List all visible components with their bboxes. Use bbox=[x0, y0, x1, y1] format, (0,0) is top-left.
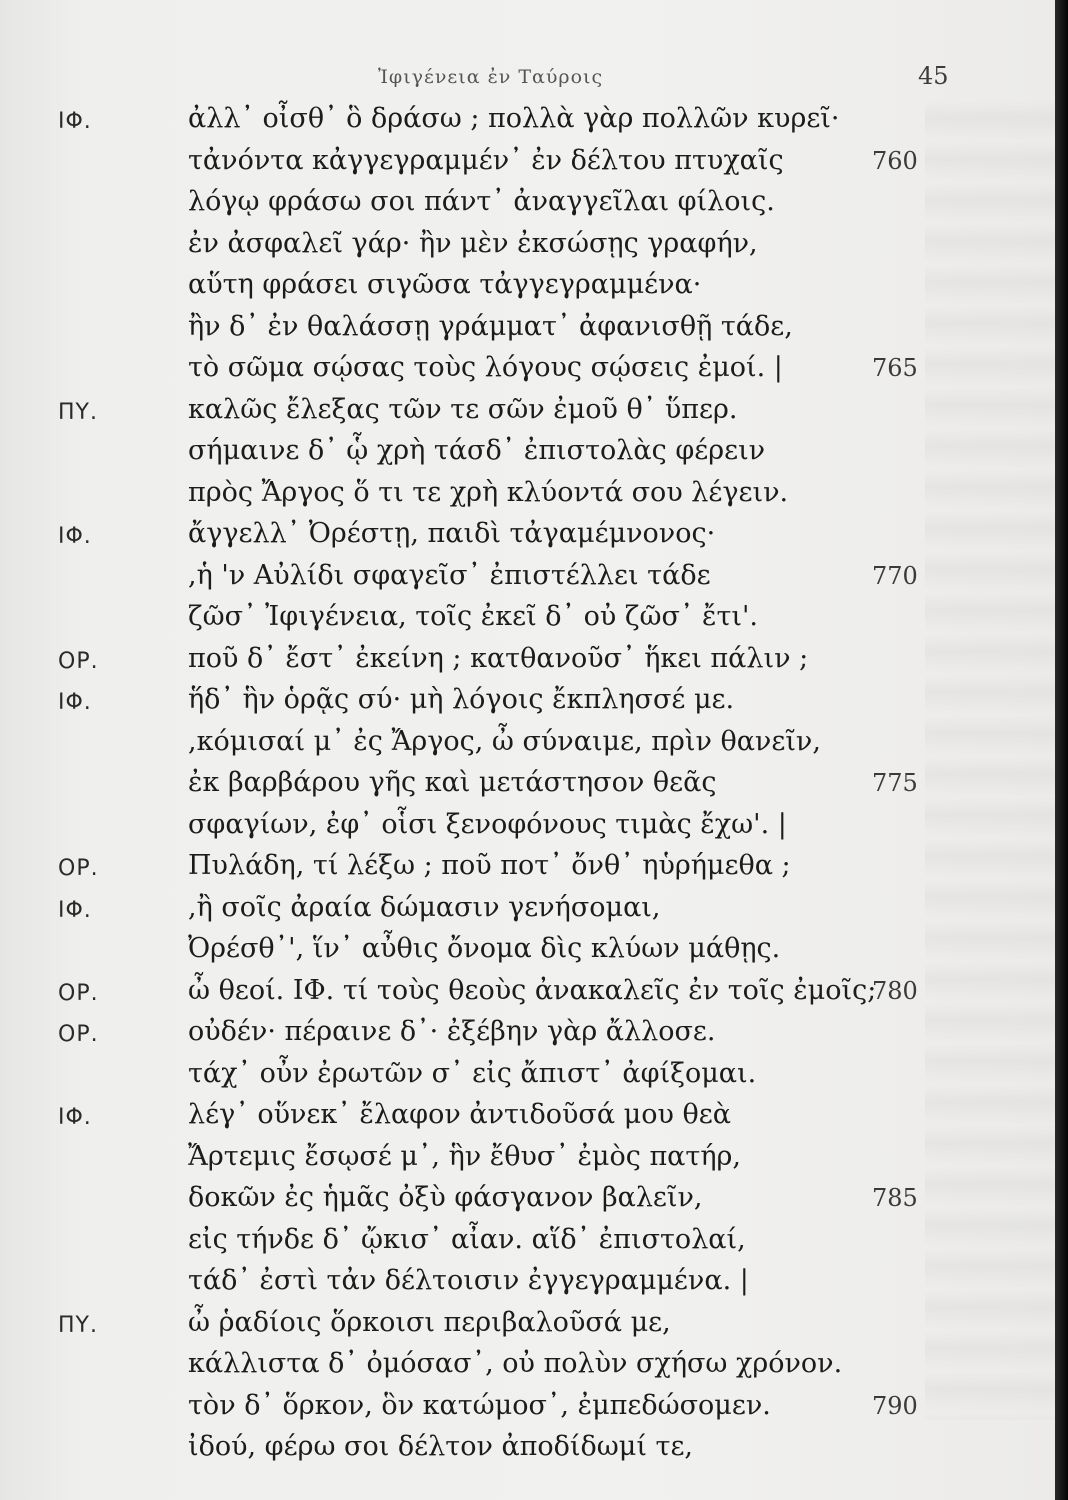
verse-text: Ὀρέσθ᾽', ἵν᾽ αὖθις ὄνομα δὶς κλύων μάθῃς. bbox=[188, 933, 781, 964]
verse-text: Πυλάδη, τί λέξω ; ποῦ ποτ᾽ ὄνθ᾽ ηὑρήμεθα ; bbox=[188, 850, 791, 881]
verse-text: σήμαινε δ᾽ ᾧ χρὴ τάσδ᾽ ἐπιστολὰς φέρειν bbox=[188, 435, 766, 466]
verse-text: ἥδ᾽ ἣν ὁρᾷς σύ· μὴ λόγοις ἔκπλησσέ με. bbox=[188, 684, 735, 715]
verse-line bbox=[0, 435, 1055, 477]
verse-text: εἰς τήνδε δ᾽ ᾤκισ᾽ αἶαν. αἵδ᾽ ἐπιστολαί, bbox=[188, 1223, 746, 1255]
verse-line bbox=[0, 1182, 1055, 1224]
speaker-label: ΟΡ. bbox=[58, 856, 99, 881]
running-title: Ἰφιγένεια ἐν Ταύροις bbox=[378, 66, 604, 88]
verse-text: ἐκ βαρβάρου γῆς καὶ μετάστησον θεᾶς bbox=[188, 767, 717, 798]
speaker-label: ΠΥ. bbox=[58, 399, 98, 425]
verse-text: τάδ᾽ ἐστὶ τἀν δέλτοισιν ἐγγεγραμμένα. | bbox=[188, 1265, 749, 1296]
verse-text: Ἄρτεμις ἔσῳσέ μ᾽, ἣν ἔθυσ᾽ ἐμὸς πατήρ, bbox=[188, 1140, 741, 1172]
verse-text: τὸν δ᾽ ὅρκον, ὃν κατώμοσ᾽, ἐμπεδώσομεν. bbox=[188, 1389, 771, 1421]
verse-text: καλῶς ἔλεξας τῶν τε σῶν ἐμοῦ θ᾽ ὕπερ. bbox=[188, 393, 738, 425]
verse-line bbox=[0, 518, 1055, 560]
page-edge-shadow bbox=[1055, 0, 1068, 1500]
line-number: 785 bbox=[872, 1184, 918, 1212]
verse-line bbox=[0, 1016, 1055, 1058]
speaker-label: ΠΥ. bbox=[58, 1312, 98, 1338]
verse-line bbox=[0, 477, 1055, 519]
verse-line bbox=[0, 186, 1055, 228]
verse-line bbox=[0, 684, 1055, 726]
verse-line bbox=[0, 1348, 1055, 1390]
verse-text: σφαγίων, ἐφ᾽ οἷσι ξενοφόνους τιμὰς ἔχω'. | bbox=[188, 808, 787, 840]
speaker-label: ΙΦ. bbox=[58, 690, 92, 715]
page-header bbox=[0, 62, 1055, 92]
verse-text: τάχ᾽ οὖν ἐρωτῶν σ᾽ εἰς ἄπιστ᾽ ἀφίξομαι. bbox=[188, 1057, 757, 1089]
verse-text: τὸ σῶμα σῴσας τοὺς λόγους σῴσεις ἐμοί. | bbox=[188, 352, 783, 383]
verse-text: δοκῶν ἐς ἡμᾶς ὀξὺ φάσγανον βαλεῖν, bbox=[188, 1182, 703, 1213]
verse-line bbox=[0, 975, 1055, 1017]
verse-line bbox=[0, 1099, 1055, 1141]
verse-text: λέγ᾽ οὕνεκ᾽ ἔλαφον ἀντιδοῦσά μου θεὰ bbox=[188, 1099, 731, 1130]
verse-line bbox=[0, 145, 1055, 187]
verse-text: ἐν ἀσφαλεῖ γάρ· ἢν μὲν ἐκσώσῃς γραφήν, bbox=[188, 227, 758, 259]
page-number: 45 bbox=[918, 62, 949, 90]
speaker-label: ΟΡ. bbox=[58, 648, 99, 674]
line-number: 765 bbox=[872, 354, 918, 382]
line-number: 770 bbox=[872, 561, 918, 590]
speaker-label: ΙΦ. bbox=[58, 524, 92, 549]
verse-text: τἀνόντα κἀγγεγραμμέν᾽ ἐν δέλτου πτυχαῖς bbox=[188, 144, 784, 176]
verse-line bbox=[0, 560, 1055, 602]
verse-line bbox=[0, 933, 1055, 975]
verse-lines bbox=[0, 103, 1055, 1473]
verse-line bbox=[0, 892, 1055, 934]
verse-line bbox=[0, 269, 1055, 311]
verse-line bbox=[0, 1431, 1055, 1473]
verse-text: ἢν δ᾽ ἐν θαλάσσῃ γράμματ᾽ ἀφανισθῇ τάδε, bbox=[188, 310, 793, 342]
line-number: 760 bbox=[872, 146, 918, 175]
speaker-label: ΟΡ. bbox=[58, 980, 99, 1006]
verse-text: πρὸς Ἄργος ὅ τι τε χρὴ κλύοντά σου λέγειν. bbox=[188, 476, 789, 508]
verse-text: αὕτη φράσει σιγῶσα τἀγγεγραμμένα· bbox=[188, 269, 702, 300]
verse-line bbox=[0, 311, 1055, 353]
verse-line bbox=[0, 809, 1055, 851]
speaker-label: ΙΦ. bbox=[58, 109, 92, 134]
verse-line bbox=[0, 352, 1055, 394]
line-number: 775 bbox=[872, 769, 918, 797]
verse-text: ὦ θεοί. ΙΦ. τί τοὺς θεοὺς ἀνακαλεῖς ἐν τοῖς ἐμοῖς; bbox=[188, 974, 877, 1006]
verse-line bbox=[0, 643, 1055, 685]
verse-line bbox=[0, 1265, 1055, 1307]
verse-line bbox=[0, 394, 1055, 436]
verse-text: ἰδού, φέρω σοι δέλτον ἀποδίδωμί τε, bbox=[188, 1431, 694, 1462]
speaker-label: ΙΦ. bbox=[58, 1105, 92, 1130]
verse-line bbox=[0, 1141, 1055, 1183]
verse-text: κάλλιστα δ᾽ ὀμόσασ᾽, οὐ πολὺν σχήσω χρόνον. bbox=[188, 1348, 843, 1379]
verse-line bbox=[0, 1307, 1055, 1349]
verse-text: ποῦ δ᾽ ἔστ᾽ ἐκείνη ; κατθανοῦσ᾽ ἥκει πάλιν ; bbox=[188, 642, 809, 674]
verse-text: λόγῳ φράσω σοι πάντ᾽ ἀναγγεῖλαι φίλοις. bbox=[188, 186, 775, 217]
verse-line bbox=[0, 228, 1055, 270]
verse-text: ζῶσ᾽ Ἰφιγένεια, τοῖς ἐκεῖ δ᾽ οὐ ζῶσ᾽ ἔτι'. bbox=[188, 601, 759, 632]
verse-text: ὦ ῥαδίοις ὅρκοισι περιβαλοῦσά με, bbox=[188, 1306, 671, 1338]
verse-line bbox=[0, 726, 1055, 768]
speaker-label: ΟΡ. bbox=[58, 1022, 99, 1047]
verse-line bbox=[0, 850, 1055, 892]
verse-text: οὐδέν· πέραινε δ᾽· ἐξέβην γὰρ ἄλλοσε. bbox=[188, 1016, 716, 1047]
verse-text: ,ἡ 'ν Αὐλίδι σφαγεῖσ᾽ ἐπιστέλλει τάδε bbox=[188, 559, 711, 591]
line-number: 780 bbox=[872, 976, 918, 1005]
verse-text: ,κόμισαί μ᾽ ἐς Ἄργος, ὦ σύναιμε, πρὶν θανεῖν, bbox=[188, 725, 821, 757]
verse-line bbox=[0, 767, 1055, 809]
verse-text: ἀλλ᾽ οἶσθ᾽ ὃ δράσω ; πολλὰ γὰρ πολλῶν κυρεῖ· bbox=[188, 103, 840, 134]
verse-text: ἄγγελλ᾽ Ὀρέστῃ, παιδὶ τἀγαμέμνονος· bbox=[188, 518, 716, 549]
verse-line bbox=[0, 601, 1055, 643]
speaker-label: ΙΦ. bbox=[58, 897, 92, 923]
verse-line bbox=[0, 1390, 1055, 1432]
verse-line bbox=[0, 1058, 1055, 1100]
line-number: 790 bbox=[872, 1391, 918, 1420]
verse-line bbox=[0, 103, 1055, 145]
verse-line bbox=[0, 1224, 1055, 1266]
verse-text: ,ἢ σοῖς ἀραία δώμασιν γενήσομαι, bbox=[188, 891, 661, 923]
